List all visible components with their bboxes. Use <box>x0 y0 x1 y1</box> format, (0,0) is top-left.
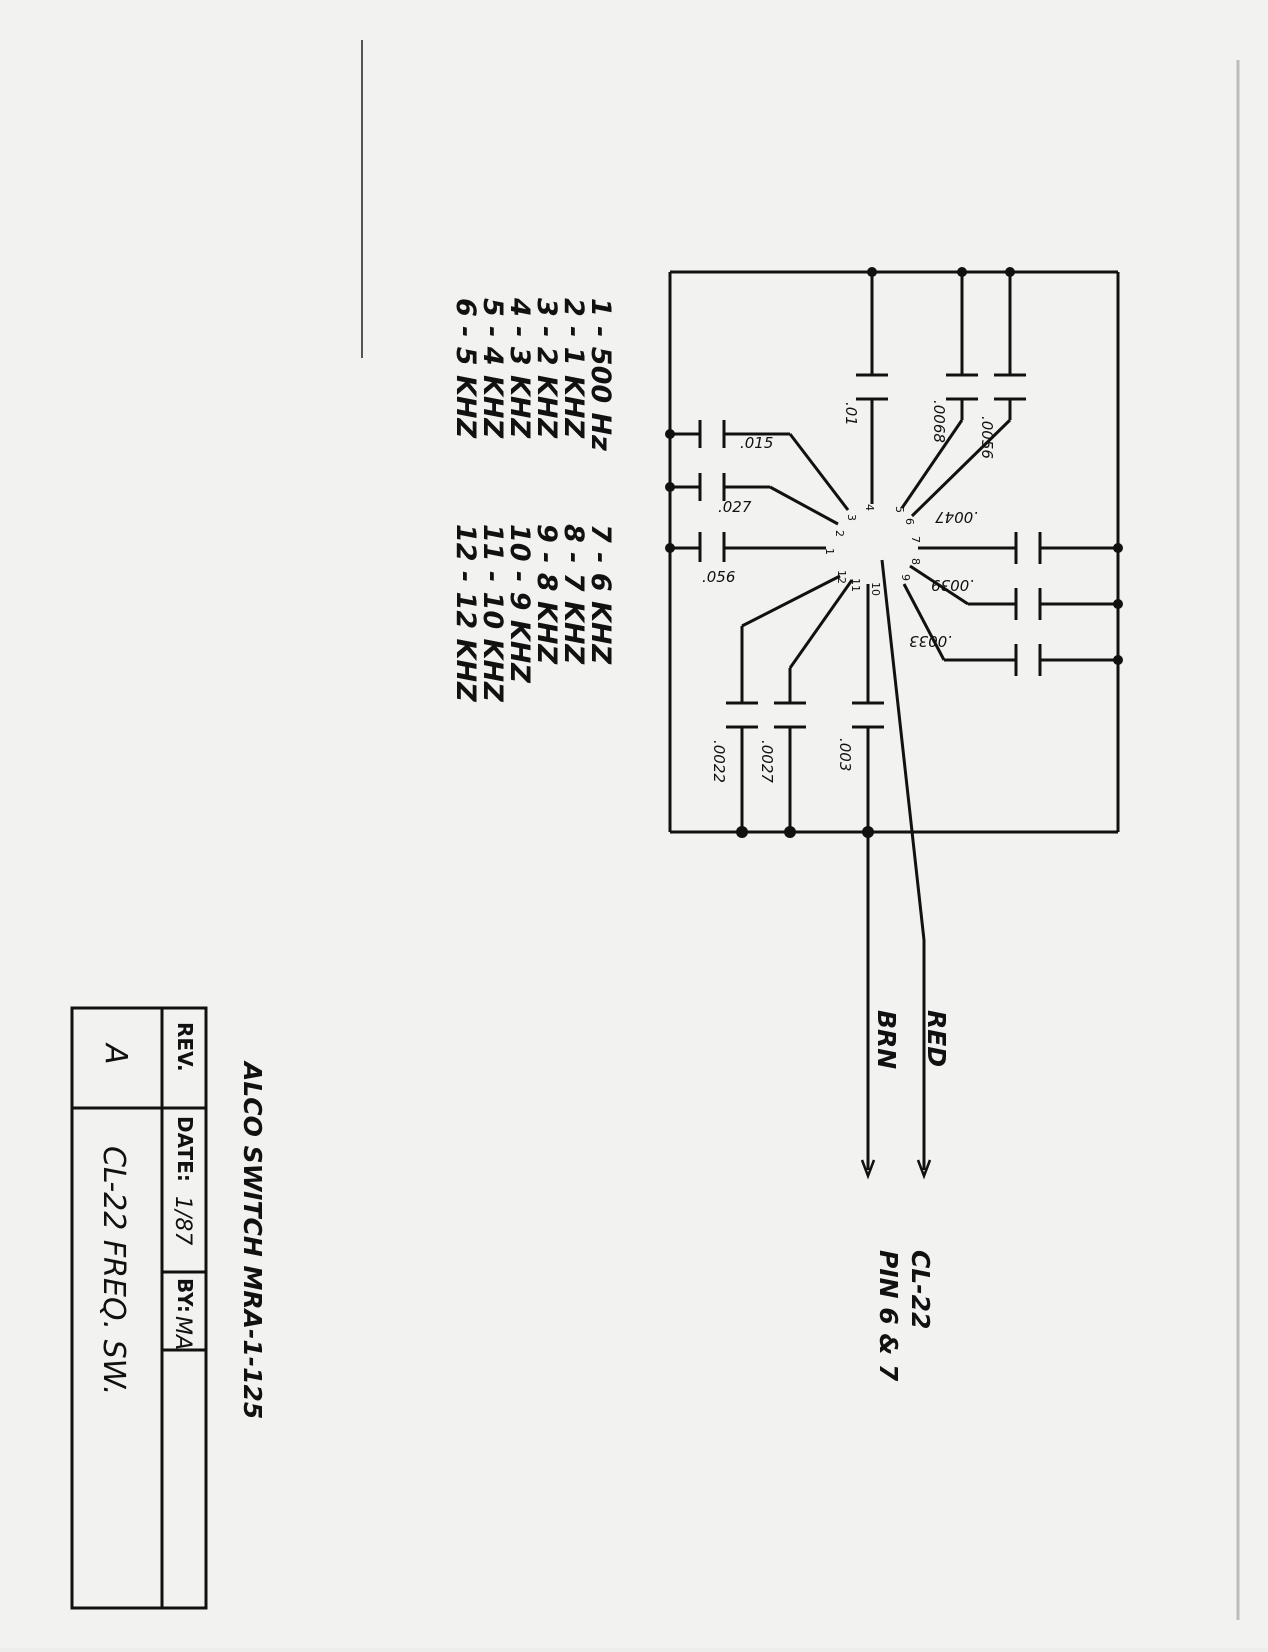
capacitor-label: .0027 <box>758 740 776 783</box>
frequency-table <box>450 297 616 702</box>
destination-line2: PIN 6 & 7 <box>874 1250 903 1382</box>
capacitor-label: .003 <box>836 738 854 772</box>
capacitor-label: .0056 <box>978 416 996 459</box>
switch-pin-label: 10 <box>869 582 882 596</box>
capacitor-label: .0022 <box>710 740 728 783</box>
switch-pin-label: 11 <box>849 578 862 592</box>
arrowheads <box>862 1160 930 1176</box>
frequency-entry: 6 - 5 KHZ <box>450 298 481 439</box>
rev-value: A <box>98 1044 133 1065</box>
capacitor-label: .027 <box>718 498 752 516</box>
rev-label: REV. <box>173 1022 197 1072</box>
switch-pin-label: 2 <box>833 530 846 537</box>
capacitor-label: .0047 <box>935 508 978 526</box>
switch-pin-label: 3 <box>845 514 858 521</box>
wire-label-red: RED <box>922 1010 951 1068</box>
frequency-entry: 7 - 6 KHZ <box>585 524 616 665</box>
switch-pin-label: 8 <box>909 558 922 565</box>
frequency-entry: 8 - 7 KHZ <box>558 524 589 665</box>
capacitor-label: .0068 <box>930 400 948 443</box>
by-label: BY: <box>173 1278 197 1313</box>
capacitor-label: .0033 <box>909 632 952 650</box>
switch-pin-label: 4 <box>863 504 876 511</box>
switch-pin-label: 1 <box>823 548 836 555</box>
frequency-entry: 9 - 8 KHZ <box>531 524 562 665</box>
frequency-entry: 5 - 4 KHZ <box>477 298 508 439</box>
capacitor-label: .01 <box>842 402 860 426</box>
switch-pin-label: 12 <box>835 570 848 584</box>
switch-pin-label: 6 <box>903 518 916 525</box>
switch-pins <box>823 504 922 596</box>
capacitor-label: .015 <box>740 434 774 452</box>
switch-pin-label: 7 <box>909 536 922 543</box>
frequency-entry: 1 - 500 Hz <box>585 298 616 451</box>
destination-line1: CL-22 <box>906 1250 935 1330</box>
frequency-entry: 2 - 1 KHZ <box>558 298 589 439</box>
switch-pin-label: 5 <box>893 506 906 513</box>
junction-dots <box>665 267 1123 838</box>
switch-pin-label: 9 <box>899 574 912 581</box>
by-value: MA <box>170 1316 195 1351</box>
wire-label-brown: BRN <box>872 1010 901 1070</box>
drawing-title: ALCO SWITCH MRA-1-125 <box>238 1062 267 1420</box>
frequency-entry: 3 - 2 KHZ <box>531 298 562 439</box>
drawing-name: CL-22 FREQ. SW. <box>96 1146 131 1396</box>
frequency-entry: 4 - 3 KHZ <box>504 298 535 439</box>
frequency-entry: 12 - 12 KHZ <box>450 524 481 702</box>
capacitor-label: .0039 <box>931 576 974 594</box>
frequency-entry: 11 - 10 KHZ <box>477 524 508 702</box>
date-value: 1/87 <box>170 1196 195 1246</box>
frequency-entry: 10 - 9 KHZ <box>504 524 535 683</box>
date-label: DATE: <box>173 1116 197 1182</box>
capacitor-label: .056 <box>702 568 736 586</box>
